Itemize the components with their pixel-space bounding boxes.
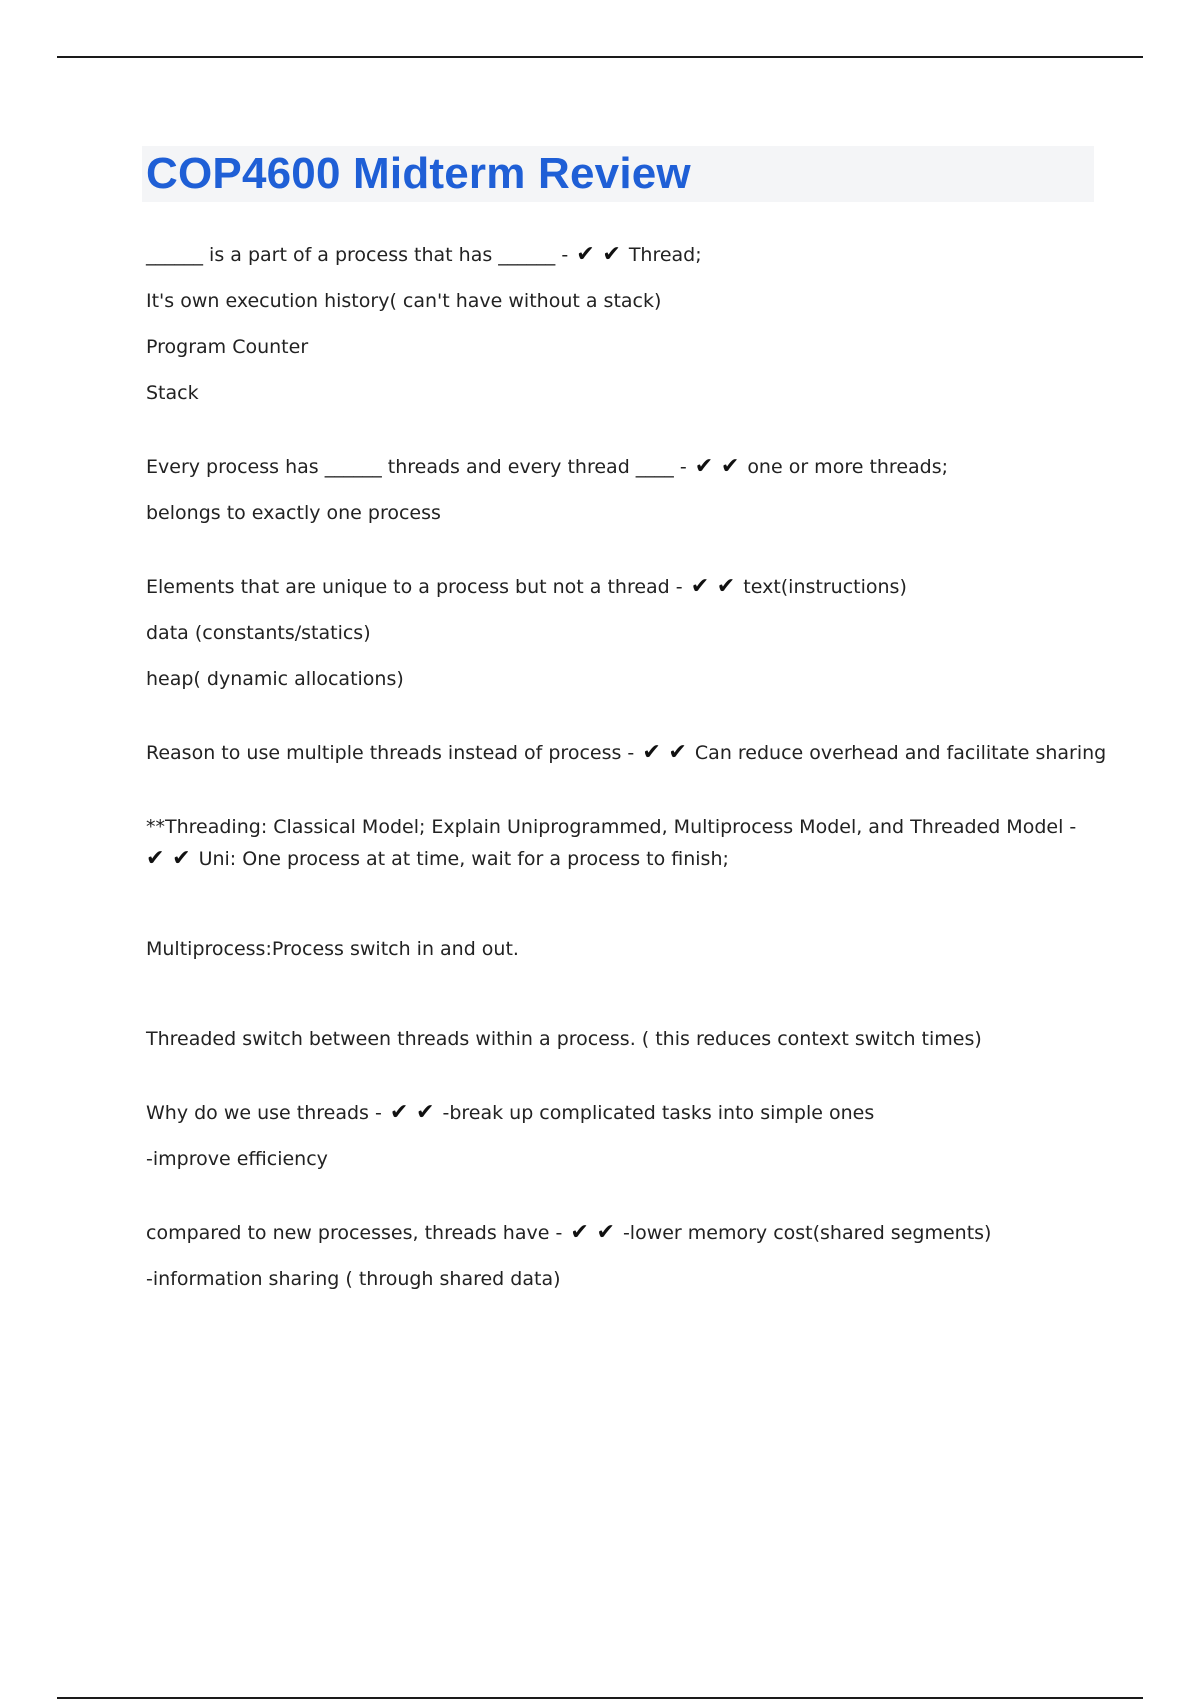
- question-text: Reason to use multiple threads instead of process -: [146, 742, 635, 764]
- question-text: compared to new processes, threads have -: [146, 1222, 563, 1244]
- qa-item: [146, 574, 1096, 692]
- question-line-continued: [146, 846, 1096, 872]
- qa-item: [146, 740, 1107, 766]
- question-line: **Threading: Classical Model; Explain Uniprogrammed, Multiprocess Model, and Threaded Model -: [146, 816, 1077, 838]
- qa-item: [146, 814, 1096, 1052]
- question-text: ______ is a part of a process that has ______ -: [146, 244, 569, 266]
- answer-line: -improve efficiency: [146, 1148, 328, 1170]
- question-text: Elements that are unique to a process but not a thread -: [146, 576, 683, 598]
- double-check-icon: ✔ ✔: [576, 242, 621, 267]
- double-check-icon: ✔ ✔: [642, 740, 687, 765]
- answer-line: Stack: [146, 382, 199, 404]
- answer-text: Thread;: [628, 244, 702, 266]
- question-line: [146, 454, 1096, 480]
- answer-line: Threaded switch between threads within a process. ( this reduces context switch times): [146, 1028, 982, 1050]
- answer-text: Can reduce overhead and facilitate sharing: [694, 742, 1107, 764]
- double-check-icon: ✔ ✔: [690, 574, 736, 599]
- answer-line: data (constants/statics): [146, 622, 371, 644]
- question-line: [146, 1220, 1096, 1246]
- answer-text: -break up complicated tasks into simple ones: [442, 1102, 875, 1124]
- answer-line: heap( dynamic allocations): [146, 668, 404, 690]
- answer-text: text(instructions): [743, 576, 907, 598]
- answer-text: Uni: One process at at time, wait for a process to finish;: [198, 848, 729, 870]
- qa-item: [146, 1100, 1096, 1172]
- page-title: COP4600 Midterm Review: [146, 149, 691, 198]
- question-line: [146, 574, 1096, 600]
- double-check-icon: ✔ ✔: [146, 846, 191, 871]
- answer-line: Multiprocess:Process switch in and out.: [146, 938, 519, 960]
- answer-line: -information sharing ( through shared data): [146, 1268, 561, 1290]
- qa-item: [146, 1220, 1096, 1292]
- answer-line: It's own execution history( can't have without a stack): [146, 290, 662, 312]
- bottom-rule: [57, 1697, 1143, 1699]
- qa-item: [146, 454, 1096, 526]
- question-line: [146, 242, 1096, 268]
- question-text: Why do we use threads -: [146, 1102, 382, 1124]
- answer-text: one or more threads;: [747, 456, 949, 478]
- double-check-icon: ✔ ✔: [694, 454, 740, 479]
- answer-line: belongs to exactly one process: [146, 502, 441, 524]
- answer-line: Program Counter: [146, 336, 309, 358]
- question-line: [146, 740, 1107, 766]
- qa-item: [146, 242, 1096, 406]
- question-text: Every process has ______ threads and every thread ____ -: [146, 456, 687, 478]
- double-check-icon: ✔ ✔: [570, 1220, 615, 1245]
- title-banner: [142, 146, 1094, 202]
- question-line: [146, 1100, 1096, 1126]
- document-body: [146, 146, 1107, 1340]
- double-check-icon: ✔ ✔: [389, 1100, 435, 1125]
- answer-text: -lower memory cost(shared segments): [622, 1222, 992, 1244]
- top-rule: [57, 56, 1143, 58]
